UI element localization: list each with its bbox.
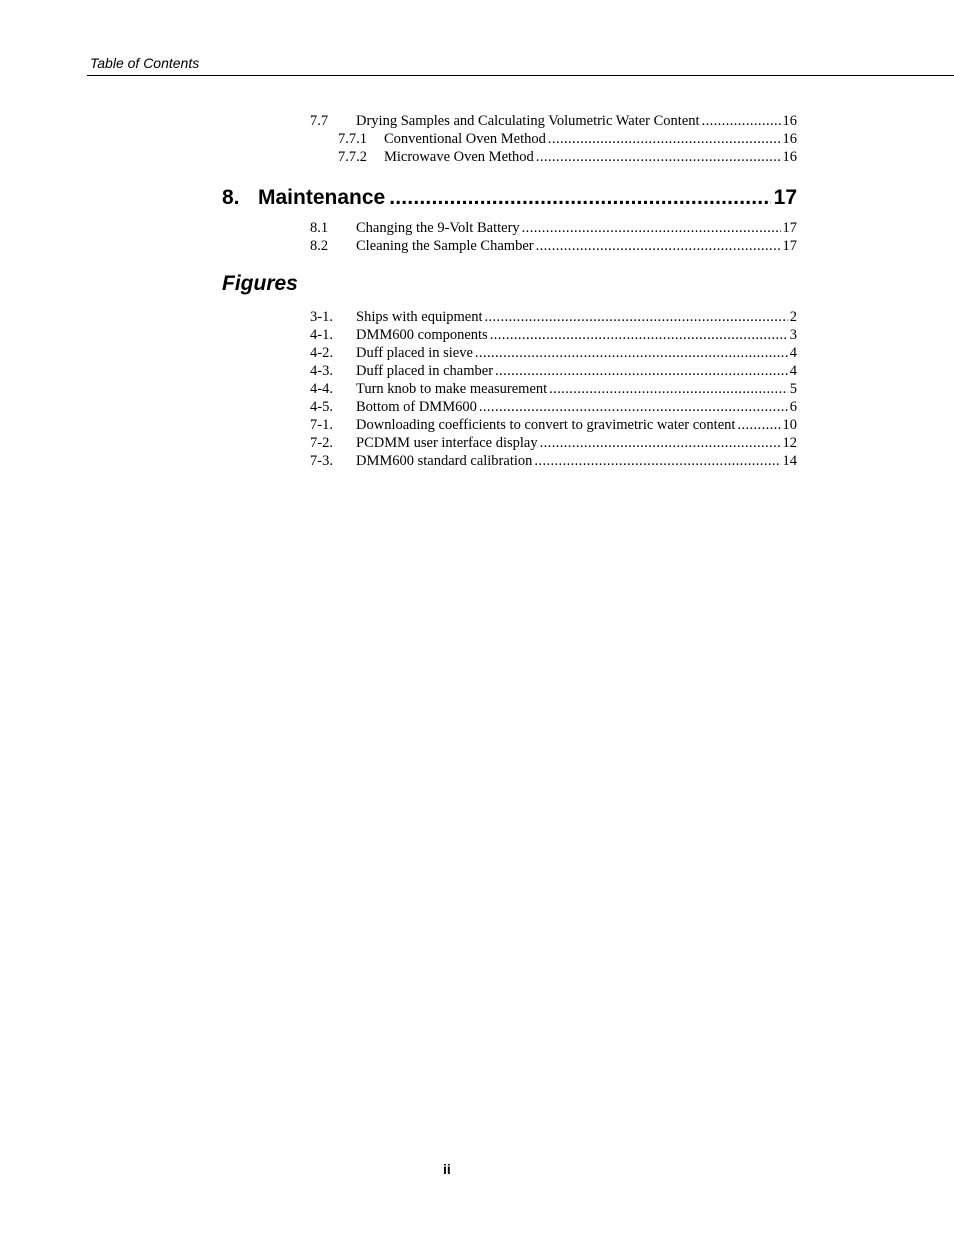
toc-entry-page: 17	[782, 220, 797, 236]
figure-number: 3-1.	[310, 309, 333, 325]
chapter-number: 8.	[222, 186, 240, 209]
dot-leader	[495, 362, 788, 380]
figure-number: 4-2.	[310, 345, 333, 361]
figure-page: 14	[782, 453, 797, 469]
dot-leader	[737, 416, 780, 434]
chapter-heading[interactable]	[222, 184, 797, 212]
dot-leader	[702, 112, 781, 130]
dot-leader	[540, 434, 781, 452]
toc-entry-page: 16	[782, 131, 797, 147]
figure-number: 4-1.	[310, 327, 333, 343]
figure-title: DMM600 standard calibration	[356, 453, 533, 469]
figure-page: 5	[789, 381, 797, 397]
toc-entry-title: Microwave Oven Method	[384, 149, 534, 165]
figure-number: 7-1.	[310, 417, 333, 433]
chapter-title: Maintenance	[258, 186, 386, 209]
dot-leader	[522, 219, 781, 237]
toc-entry-number: 8.2	[310, 238, 329, 254]
header-rule	[87, 75, 954, 76]
toc-entry-number: 7.7.2	[338, 149, 367, 165]
running-header: Table of Contents	[90, 55, 200, 71]
figure-number: 4-4.	[310, 381, 333, 397]
figure-number: 4-5.	[310, 399, 333, 415]
chapter-page: 17	[773, 186, 797, 209]
toc-entry-number: 7.7	[310, 113, 329, 129]
toc-entry-title: Changing the 9-Volt Battery	[356, 220, 520, 236]
toc-entry-page: 16	[782, 113, 797, 129]
figure-page: 10	[782, 417, 797, 433]
figure-number: 7-3.	[310, 453, 333, 469]
page-number: ii	[443, 1161, 451, 1177]
figure-title: Ships with equipment	[356, 309, 483, 325]
dot-leader	[548, 130, 781, 148]
toc-entry[interactable]	[310, 237, 797, 255]
dot-leader	[490, 326, 788, 344]
dot-leader	[536, 148, 781, 166]
figure-entry[interactable]	[310, 416, 797, 434]
figures-heading: Figures	[222, 272, 298, 295]
figure-title: DMM600 components	[356, 327, 488, 343]
dot-leader	[536, 237, 781, 255]
figure-entry[interactable]	[310, 380, 797, 398]
dot-leader	[389, 184, 770, 212]
figure-entry[interactable]	[310, 308, 797, 326]
toc-entry[interactable]	[310, 219, 797, 237]
figure-entry[interactable]	[310, 398, 797, 416]
dot-leader	[484, 308, 787, 326]
figure-entry[interactable]	[310, 326, 797, 344]
toc-entry-page: 16	[782, 149, 797, 165]
toc-entry-title: Cleaning the Sample Chamber	[356, 238, 534, 254]
toc-entry-page: 17	[782, 238, 797, 254]
toc-subentry[interactable]	[338, 148, 797, 166]
dot-leader	[475, 344, 788, 362]
figure-page: 6	[789, 399, 797, 415]
figure-entry[interactable]	[310, 434, 797, 452]
figure-title: Duff placed in sieve	[356, 345, 473, 361]
figure-title: Downloading coefficients to convert to gravimetric water content	[356, 417, 736, 433]
figure-title: Turn knob to make measurement	[356, 381, 548, 397]
toc-entry-title: Drying Samples and Calculating Volumetric Water Content	[356, 113, 700, 129]
figure-page: 4	[789, 345, 797, 361]
toc-entry-number: 8.1	[310, 220, 329, 236]
figure-page: 12	[782, 435, 797, 451]
figure-entry[interactable]	[310, 452, 797, 470]
figure-page: 4	[789, 363, 797, 379]
figure-title: PCDMM user interface display	[356, 435, 538, 451]
figure-title: Duff placed in chamber	[356, 363, 494, 379]
dot-leader	[534, 452, 780, 470]
figure-page: 2	[789, 309, 797, 325]
dot-leader	[549, 380, 788, 398]
toc-entry-title: Conventional Oven Method	[384, 131, 546, 147]
figure-entry[interactable]	[310, 362, 797, 380]
toc-entry-number: 7.7.1	[338, 131, 367, 147]
dot-leader	[479, 398, 788, 416]
figure-number: 7-2.	[310, 435, 333, 451]
toc-entry[interactable]	[310, 112, 797, 130]
figure-entry[interactable]	[310, 344, 797, 362]
toc-subentry[interactable]	[338, 130, 797, 148]
figure-page: 3	[789, 327, 797, 343]
figure-title: Bottom of DMM600	[356, 399, 477, 415]
figure-number: 4-3.	[310, 363, 333, 379]
